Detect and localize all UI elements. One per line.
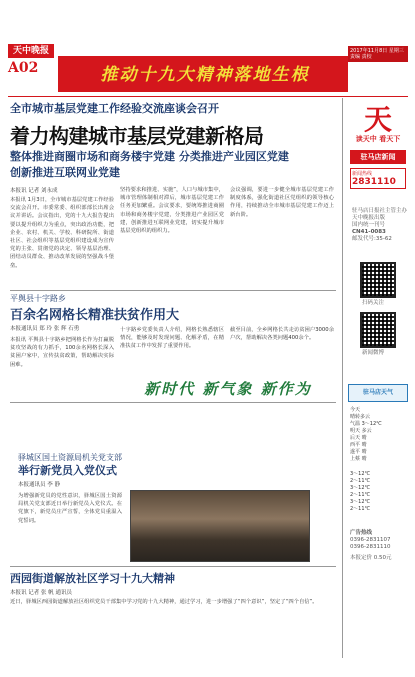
story2-headline: 百余名网格长精准扶贫作用大 (10, 308, 180, 323)
edition-number: A02 (8, 60, 39, 76)
lead-byline: 本报讯 记者 刘永成 (10, 188, 58, 194)
date-box (348, 46, 408, 62)
lead-column-3: 会议强调，要进一步健全城市基层党建工作制度体系，强化街道社区党组织的领导核心作用，持续推动全市城市基层党建工作迈上新台阶。 (230, 187, 334, 218)
story3-photo (130, 490, 310, 562)
weather-row: 晴转多云 (350, 414, 371, 420)
story3-byline: 本报通讯员 李 静 (18, 482, 60, 488)
sidebar-news-tag: 驻马店新闻 (350, 150, 406, 164)
weather-list (350, 406, 408, 462)
qr2-label: 新闻微博 (362, 350, 385, 356)
date-text: 2017年11月8日 星期三 (350, 48, 404, 54)
weather-temps (350, 470, 408, 512)
sidebar-logo-icon: 天 (363, 103, 392, 136)
story3-headline: 举行新党员入党仪式 (18, 464, 117, 477)
weather-header (348, 384, 408, 402)
divider (10, 402, 336, 403)
price: 本报定价 0.50元 (350, 555, 392, 561)
story2-column-3: 截至目前，全乡网格长共走访贫困户3000余户次，帮助解决各类问题400余个。 (230, 327, 334, 342)
divider (10, 566, 336, 567)
hotline-box (350, 168, 406, 189)
paper-name: 天中晚报出版 (352, 215, 386, 221)
lead-deck-1: 整体推进商圈市场和商务楼宇党建 分类推进产业园区党建 (10, 150, 289, 163)
qr1-label: 扫码关注 (362, 300, 385, 306)
temp-row: 2～11℃ (350, 478, 371, 484)
weather-row: 上蔡 晴 (350, 456, 367, 462)
lead-kicker: 全市城市基层党建工作经验交流座谈会召开 (10, 102, 219, 115)
weather-row: 遂平 晴 (350, 449, 367, 455)
story2-byline: 本报通讯员 郑 玲 张 辉 石勇 (10, 326, 80, 332)
divider (10, 290, 336, 291)
story2-kicker: 平舆县十字路乡 (10, 294, 66, 303)
story2-column-2: 十字路乡党委负责人介绍，网格长熟悉辖区情况，能够及时发现问题、化解矛盾，在精准扶贫工作中发挥了重要作用。 (120, 327, 224, 350)
paper-logo: 天中晚报 (8, 44, 54, 58)
lead-column-1: 本报讯 1月3日，全市城市基层党建工作经验交流会召开。市委常委、组织部部长出席会议并讲话。会议指出，党的十九大报告提出要以提升组织力为重点，突出政治功能，把企业、农村、机关、学校、科研院所、街道社区、社会组织等基层党组织建设成为宣传党的主张、贯彻党的决定、领导基层治理、团结动员群众、推动改革发展的坚强战斗堡垒。 (10, 197, 114, 268)
hotline-label: 新闻热线 (352, 171, 373, 177)
story3-kicker: 驿城区国土资源局机关党支部 (18, 453, 122, 462)
sidebar-rule (342, 98, 343, 658)
editor-note: 责编 责校 (350, 54, 372, 60)
publisher-info (352, 208, 408, 243)
contact-line: 0396-2831110 (350, 544, 391, 550)
weather-row: 西平 晴 (350, 442, 367, 448)
story4-byline: 本报讯 记者 张 帆 通讯员 (10, 590, 72, 596)
lead-deck-2: 创新推进互联网业党建 (10, 166, 120, 179)
masthead-rule (8, 96, 408, 97)
qr-code-2 (360, 312, 396, 348)
banner-title: 推动十九大精神落地生根 (100, 65, 310, 85)
temp-row: 3～12℃ (350, 471, 371, 477)
temp-row: 2～11℃ (350, 506, 371, 512)
lead-column-2: 坚持要求和推进、实施”，人口与城市集中，城市管理体制相对滞后，城市基层党建工作任务更加繁重。会议要求，要统筹推进商圈市场和商务楼宇党建，分类推进产业园区党建，创新推进互联网业党建，切实提升城市基层党组织的组织力。 (120, 187, 224, 235)
contact-line: 0396-2831107 (350, 537, 391, 543)
slogan-text: 新时代 新气象 新作为 (144, 380, 312, 398)
cn-code: CN41-0083 (352, 229, 386, 235)
weather-row: 后天 晴 (350, 435, 367, 441)
sidebar-masthead (350, 103, 406, 144)
story2-column-1: 本报讯 平舆县十字路乡把网格长作为打赢脱贫攻坚战的有力抓手，100余名网格长深入贫困户家中，宣传扶贫政策，帮助解决实际困难。 (10, 337, 114, 368)
sidebar-slogan: 读天中 看天下 (355, 135, 401, 143)
contact-block (350, 530, 408, 562)
hotline-number: 2831110 (352, 177, 396, 187)
temp-row: 3～12℃ (350, 499, 371, 505)
post-code: 邮发代号:35-62 (352, 236, 392, 242)
lead-headline: 着力构建城市基层党建新格局 (10, 124, 264, 148)
qr-code-1 (360, 262, 396, 298)
story3-body: 为增强新党员的党性意识，驿城区国土资源局机关党支部近日举行新党员入党仪式。在党旗下，新党员庄严宣誓，全体党员重温入党誓词。 (18, 493, 122, 524)
weather-row: 今天 (350, 407, 361, 413)
weather-title: 驻马店天气 (362, 389, 393, 396)
story4-headline: 西园街道解放社区学习十九大精神 (10, 572, 175, 585)
slogan-band (120, 378, 336, 398)
publisher: 驻马店日报社主管主办 (352, 208, 408, 214)
story4-body: 近日，驿城区西园街道解放社区组织党员干部集中学习党的十九大精神，通过学习，进一步增强了“四个意识”，坚定了“四个自信”。 (10, 599, 318, 605)
weather-row: 气温 3～12℃ (350, 421, 382, 427)
contact-title: 广告热线 (350, 530, 373, 536)
cn-label: 国内统一刊号 (352, 222, 386, 228)
temp-row: 3～12℃ (350, 485, 371, 491)
weather-row: 明天 多云 (350, 428, 372, 434)
temp-row: 2～11℃ (350, 492, 371, 498)
